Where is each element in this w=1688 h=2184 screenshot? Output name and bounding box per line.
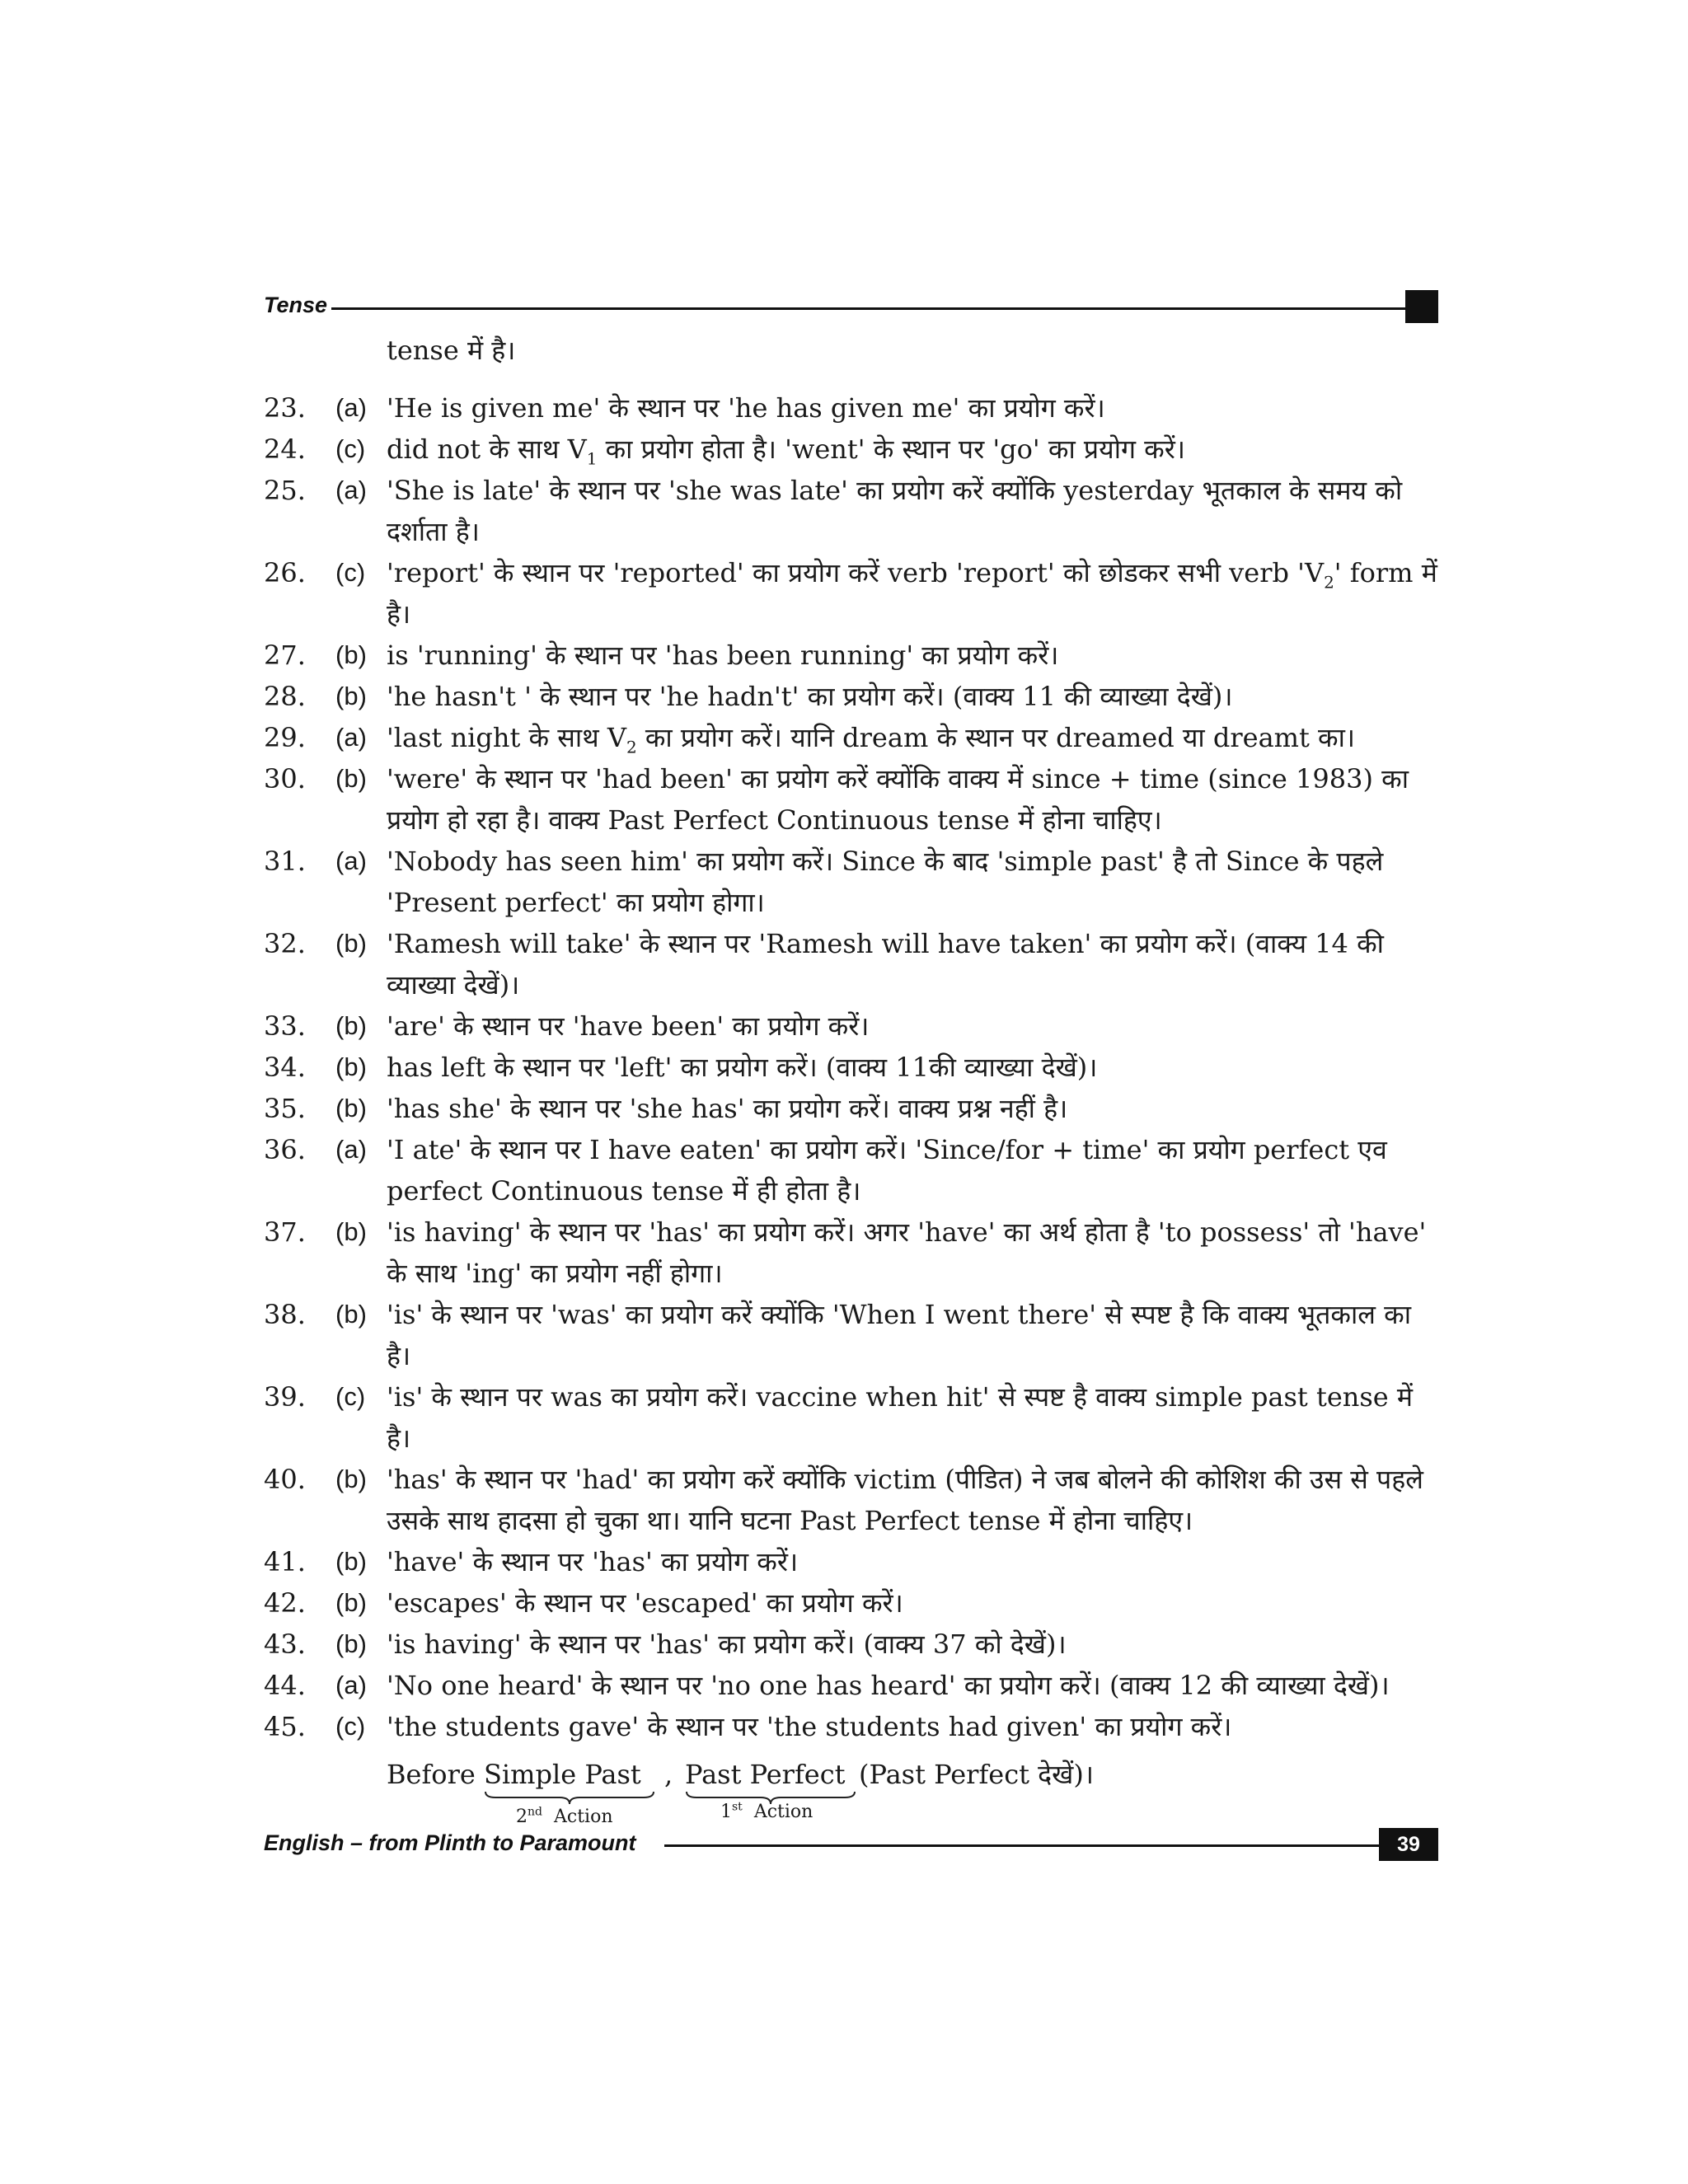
entry-44 <box>264 1665 1438 1706</box>
page-number: 39 <box>1379 1828 1438 1861</box>
entry-option: (b) <box>335 1465 367 1493</box>
entry-41 <box>264 1541 1438 1582</box>
label-first-action: 1st Action <box>720 1800 814 1822</box>
header-title: Tense <box>264 293 328 317</box>
entry-text: 'the students gave' के स्थान पर 'the students had given' का प्रयोग करें। <box>387 1711 1232 1742</box>
entry-43 <box>264 1624 1438 1665</box>
entry-text: 'have' के स्थान पर 'has' का प्रयोग करें। <box>387 1546 799 1577</box>
entry-text: is 'running' के स्थान पर 'has been running' का प्रयोग करें। <box>387 640 1059 671</box>
answer-explanations <box>264 330 1438 1828</box>
entry-text: 'is' के स्थान पर was का प्रयोग करें। vaccine when hit' से स्पष्ट है वाक्य simple past tense में है। <box>387 1381 1414 1454</box>
entry-number: 25. <box>264 475 306 506</box>
entry-number: 36. <box>264 1134 306 1165</box>
entry-number: 35. <box>264 1093 306 1124</box>
entry-option: (b) <box>335 1217 367 1246</box>
entry-number: 28. <box>264 681 306 712</box>
header-block <box>1405 290 1438 323</box>
entry-32 <box>264 923 1438 1005</box>
diagram-simple-past: Simple Past <box>484 1759 641 1790</box>
entry-text: 'are' के स्थान पर 'have been' का प्रयोग करें। <box>387 1010 870 1042</box>
entry-option: (a) <box>335 393 367 422</box>
entry-number: 41. <box>264 1546 306 1577</box>
entry-number: 31. <box>264 846 306 877</box>
tense-order-diagram <box>387 1754 1438 1828</box>
entry-number: 32. <box>264 928 306 959</box>
entry-option: (a) <box>335 1671 367 1699</box>
entry-number: 38. <box>264 1299 306 1330</box>
entry-text: 'has she' के स्थान पर 'she has' का प्रयोग करें। वाक्य प्रश्न नहीं है। <box>387 1093 1068 1124</box>
entry-40 <box>264 1459 1438 1541</box>
diagram-comma: , <box>664 1759 673 1790</box>
label-second-action: 2nd Action <box>516 1805 613 1827</box>
entry-36 <box>264 1129 1438 1212</box>
entry-23 <box>264 387 1438 429</box>
entry-text: 'is' के स्थान पर 'was' का प्रयोग करें क्योंकि 'When I went there' से स्पष्ट है कि वाक्य भूतकाल का है। <box>387 1299 1412 1371</box>
entry-text: 'were' के स्थान पर 'had been' का प्रयोग करें क्योंकि वाक्य में since + time (since 1983) का प्रयोग हो रहा है। वाक्य Past Perfect Continuous tense में होना चाहिए। <box>387 763 1409 836</box>
entry-text: 'Nobody has seen him' का प्रयोग करें। Since के बाद 'simple past' है तो Since के पहले 'Present perfect' का प्रयोग होगा। <box>387 846 1384 918</box>
entry-text: 'He is given me' के स्थान पर 'he has given me' का प्रयोग करें। <box>387 392 1105 424</box>
entry-number: 33. <box>264 1010 306 1042</box>
entry-option: (c) <box>335 434 366 463</box>
footer-rule <box>664 1844 1379 1847</box>
entry-text: 'Ramesh will take' के स्थान पर 'Ramesh will have taken' का प्रयोग करें। (वाक्य 14 की व्याख्या देखें)। <box>387 928 1384 1001</box>
entry-text: 'he hasn't ' के स्थान पर 'he hadn't' का प्रयोग करें। (वाक्य 11 की व्याख्या देखें)। <box>387 681 1233 712</box>
entry-number: 40. <box>264 1464 306 1495</box>
entry-number: 43. <box>264 1629 306 1660</box>
entry-38 <box>264 1294 1438 1376</box>
entry-text: 'escapes' के स्थान पर 'escaped' का प्रयोग करें। <box>387 1587 903 1619</box>
entry-option: (b) <box>335 929 367 958</box>
entry-number: 27. <box>264 640 306 671</box>
entry-option: (b) <box>335 1588 367 1617</box>
entry-42 <box>264 1582 1438 1624</box>
continuation-line: tense में है। <box>387 335 516 366</box>
entry-30 <box>264 758 1438 841</box>
entry-number: 42. <box>264 1587 306 1619</box>
entry-text: 'No one heard' के स्थान पर 'no one has heard' का प्रयोग करें। (वाक्य 12 की व्याख्या देखें)। <box>387 1670 1390 1701</box>
entry-option: (a) <box>335 723 367 752</box>
entry-number: 44. <box>264 1670 306 1701</box>
entry-option: (c) <box>335 1382 366 1411</box>
entry-37 <box>264 1212 1438 1294</box>
entry-option: (b) <box>335 682 367 710</box>
page-header <box>264 290 1438 323</box>
diagram-before: Before <box>387 1759 476 1790</box>
entry-option: (b) <box>335 1094 367 1122</box>
entry-number: 24. <box>264 434 306 465</box>
entry-text: 'has' के स्थान पर 'had' का प्रयोग करें क्योंकि victim (पीडित) ने जब बोलने की कोशिश की उस से पहले उसके साथ हादसा हो चुका था। यानि घटना Past Perfect tense में होना चाहिए। <box>387 1464 1423 1536</box>
entries-list <box>264 387 1438 1747</box>
entry-24 <box>264 429 1438 470</box>
footer-title: English – from Plinth to Paramount <box>264 1830 636 1855</box>
entry-text: 'She is late' के स्थान पर 'she was late' का प्रयोग करें क्योंकि yesterday भूतकाल के समय को दर्शाता है। <box>387 475 1403 547</box>
entry-option: (b) <box>335 1052 367 1081</box>
entry-option: (a) <box>335 476 367 504</box>
entry-number: 39. <box>264 1381 306 1413</box>
page-footer <box>264 1828 1438 1861</box>
entry-number: 26. <box>264 557 306 588</box>
entry-28 <box>264 676 1438 717</box>
entry-number: 23. <box>264 392 306 424</box>
entry-text: 'is having' के स्थान पर 'has' का प्रयोग करें। अगर 'have' का अर्थ होता है 'to possess' तो 'have' के साथ 'ing' का प्रयोग नहीं होगा। <box>387 1216 1427 1289</box>
entry-34 <box>264 1047 1438 1088</box>
entry-number: 45. <box>264 1711 306 1742</box>
entry-option: (b) <box>335 1547 367 1576</box>
entry-option: (b) <box>335 1300 367 1329</box>
entry-text: did not के साथ $V_1$ का प्रयोग होता है। 'went' के स्थान पर 'go' का प्रयोग करें। <box>387 434 1185 469</box>
entry-26 <box>264 552 1438 635</box>
entry-number: 29. <box>264 722 306 753</box>
diagram-suffix: (Past Perfect देखें)। <box>859 1759 1094 1790</box>
entry-text: 'report' के स्थान पर 'reported' का प्रयोग करें verb 'report' को छोडकर सभी verb '$V_2$' form में है। <box>387 557 1437 630</box>
entry-text: 'I ate' के स्थान पर I have eaten' का प्रयोग करें। 'Since/for + time' का प्रयोग perfect एव perfect Continuous tense में ही होता है। <box>387 1134 1387 1207</box>
diagram-past-perfect: Past Perfect <box>685 1759 846 1790</box>
entry-text: has left के स्थान पर 'left' का प्रयोग करें। (वाक्य 11की व्याख्या देखें)। <box>387 1052 1098 1083</box>
entry-option: (b) <box>335 640 367 669</box>
entry-option: (a) <box>335 1135 367 1164</box>
entry-option: (b) <box>335 1629 367 1658</box>
entry-option: (c) <box>335 1712 366 1741</box>
entry-39 <box>264 1376 1438 1459</box>
entry-29 <box>264 717 1438 758</box>
entry-text: 'is having' के स्थान पर 'has' का प्रयोग करें। (वाक्य 37 को देखें)। <box>387 1629 1067 1660</box>
entry-33 <box>264 1005 1438 1047</box>
entry-option: (b) <box>335 1011 367 1040</box>
entry-number: 37. <box>264 1216 306 1248</box>
entry-27 <box>264 635 1438 676</box>
entry-number: 30. <box>264 763 306 794</box>
entry-text: 'last night के साथ $V_2$ का प्रयोग करें। यानि dream के स्थान पर dreamed या dreamt का। <box>387 722 1356 757</box>
entry-option: (a) <box>335 846 367 875</box>
entry-number: 34. <box>264 1052 306 1083</box>
brace-simple-past <box>484 1790 655 1805</box>
header-rule <box>331 307 1405 310</box>
entry-35 <box>264 1088 1438 1129</box>
entry-option: (c) <box>335 558 366 587</box>
entry-45 <box>264 1706 1438 1747</box>
entry-31 <box>264 841 1438 923</box>
entry-25 <box>264 470 1438 552</box>
entry-option: (b) <box>335 764 367 793</box>
